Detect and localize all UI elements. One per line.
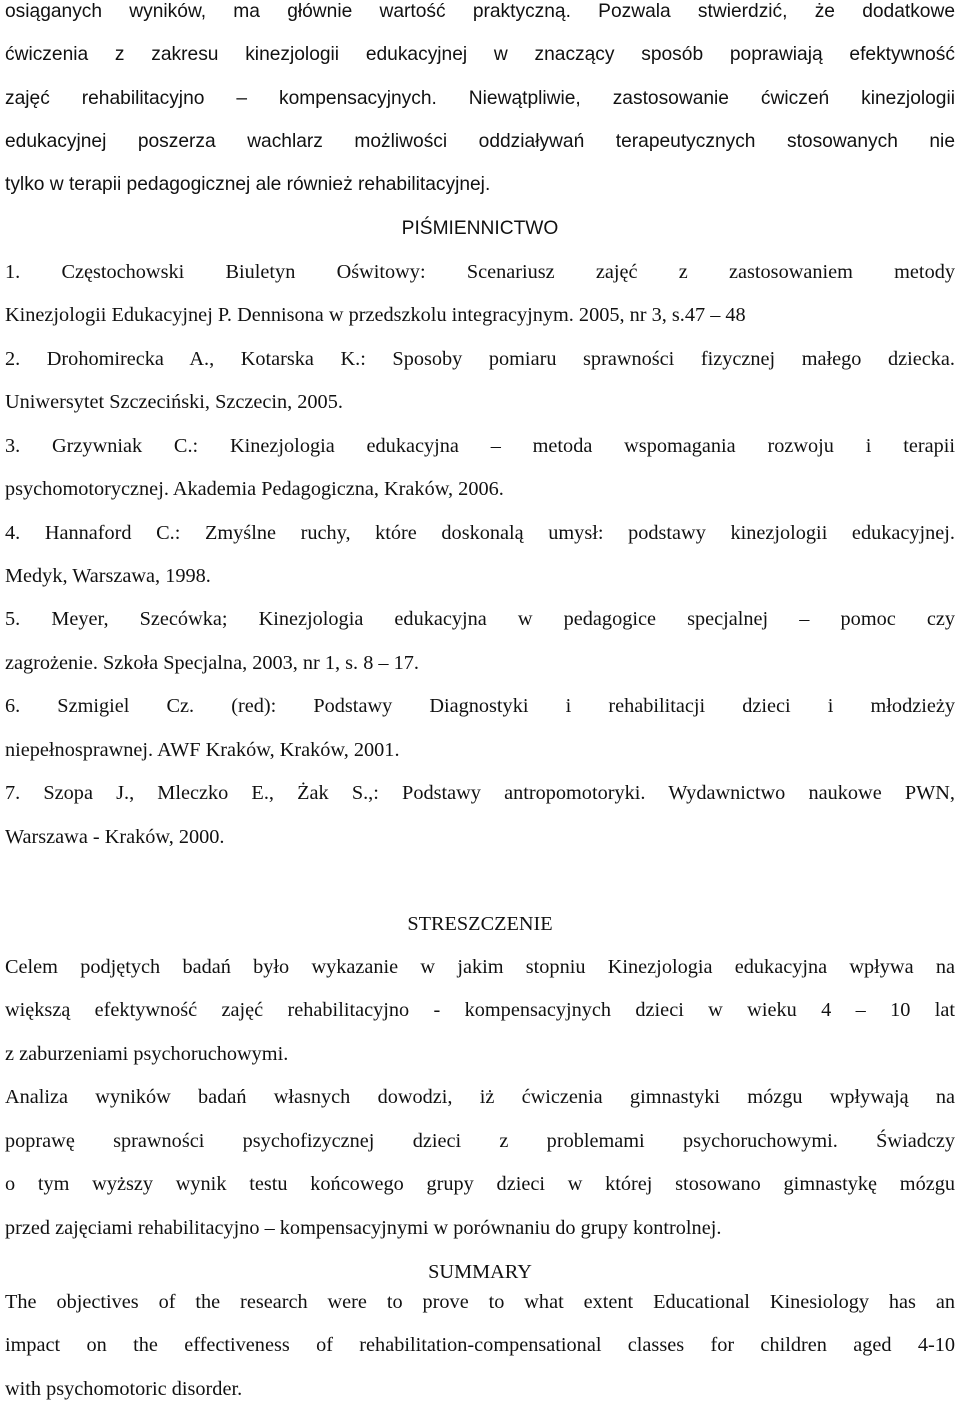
intro-line: tylko w terapii pedagogicznej ale również rehabilitacyjnej. [5,174,491,195]
streszczenie-line: większą efektywność zajęć rehabilitacyjno - kompensacyjnych dzieci w wieku 4 – 10 lat [5,999,955,1021]
bibliography-line: 6. Szmigiel Cz. (red): Podstawy Diagnostyki i rehabilitacji dzieci i młodzieży [5,695,955,717]
intro-line: ćwiczenia z zakresu kinezjologii edukacyjnej w znaczący sposób poprawiają efektywność [5,44,955,65]
summary-heading: SUMMARY [428,1261,532,1283]
streszczenie-line: o tym wyższy wynik testu końcowego grupy dzieci w której stosowano gimnastykę mózgu [5,1173,955,1195]
summary-line: impact on the effectiveness of rehabilitation-compensational classes for children aged 4-10 [5,1334,955,1356]
bibliography-line: Medyk, Warszawa, 1998. [5,565,211,587]
bibliography-line: 3. Grzywniak C.: Kinezjologia edukacyjna – metoda wspomagania rozwoju i terapii [5,435,955,457]
bibliography-line: 7. Szopa J., Mleczko E., Żak S.,: Podstawy antropomotoryki. Wydawnictwo naukowe PWN, [5,782,955,804]
intro-line: edukacyjnej poszerza wachlarz możliwości oddziaływań terapeutycznych stosowanych nie [5,131,955,152]
bibliography-line: Kinezjologii Edukacyjnej P. Dennisona w przedszkolu integracyjnym. 2005, nr 3, s.47 – 48 [5,304,746,326]
streszczenie-line: poprawę sprawności psychofizycznej dzieci z problemami psychoruchowymi. Świadczy [5,1130,955,1152]
streszczenie-line: przed zajęciami rehabilitacyjno – kompensacyjnymi w porównaniu do grupy kontrolnej. [5,1217,722,1239]
bibliography-line: 1. Częstochowski Biuletyn Oświtowy: Scenariusz zajęć z zastosowaniem metody [5,261,955,283]
bibliography-line: psychomotorycznej. Akademia Pedagogiczna, Kraków, 2006. [5,478,504,500]
bibliography-line: Warszawa - Kraków, 2000. [5,826,225,848]
bibliography-line: 4. Hannaford C.: Zmyślne ruchy, które doskonalą umysł: podstawy kinezjologii edukacyjnej. [5,522,955,544]
streszczenie-line: Analiza wyników badań własnych dowodzi, iż ćwiczenia gimnastyki mózgu wpływają na [5,1086,955,1108]
summary-line: with psychomotoric disorder. [5,1378,243,1400]
bibliography-line: 2. Drohomirecka A., Kotarska K.: Sposoby pomiaru sprawności fizycznej małego dziecka. [5,348,955,370]
bibliography-line: zagrożenie. Szkoła Specjalna, 2003, nr 1, s. 8 – 17. [5,652,419,674]
bibliography-line: 5. Meyer, Szecówka; Kinezjologia edukacyjna w pedagogice specjalnej – pomoc czy [5,608,955,630]
intro-line: zajęć rehabilitacyjno – kompensacyjnych. Niewątpliwie, zastosowanie ćwiczeń kinezjologii [5,88,955,109]
streszczenie-heading: STRESZCZENIE [407,913,553,935]
streszczenie-line: z zaburzeniami psychoruchowymi. [5,1043,289,1065]
streszczenie-line: Celem podjętych badań było wykazanie w jakim stopniu Kinezjologia edukacyjna wpływa na [5,956,955,978]
bibliography-line: Uniwersytet Szczeciński, Szczecin, 2005. [5,391,343,413]
bibliography-line: niepełnosprawnej. AWF Kraków, Kraków, 2001. [5,739,400,761]
summary-line: The objectives of the research were to prove to what extent Educational Kinesiology has an [5,1291,955,1313]
intro-line: osiąganych wyników, ma głównie wartość praktyczną. Pozwala stwierdzić, że dodatkowe [5,1,955,22]
bibliography-heading: PIŚMIENNICTWO [401,218,559,239]
